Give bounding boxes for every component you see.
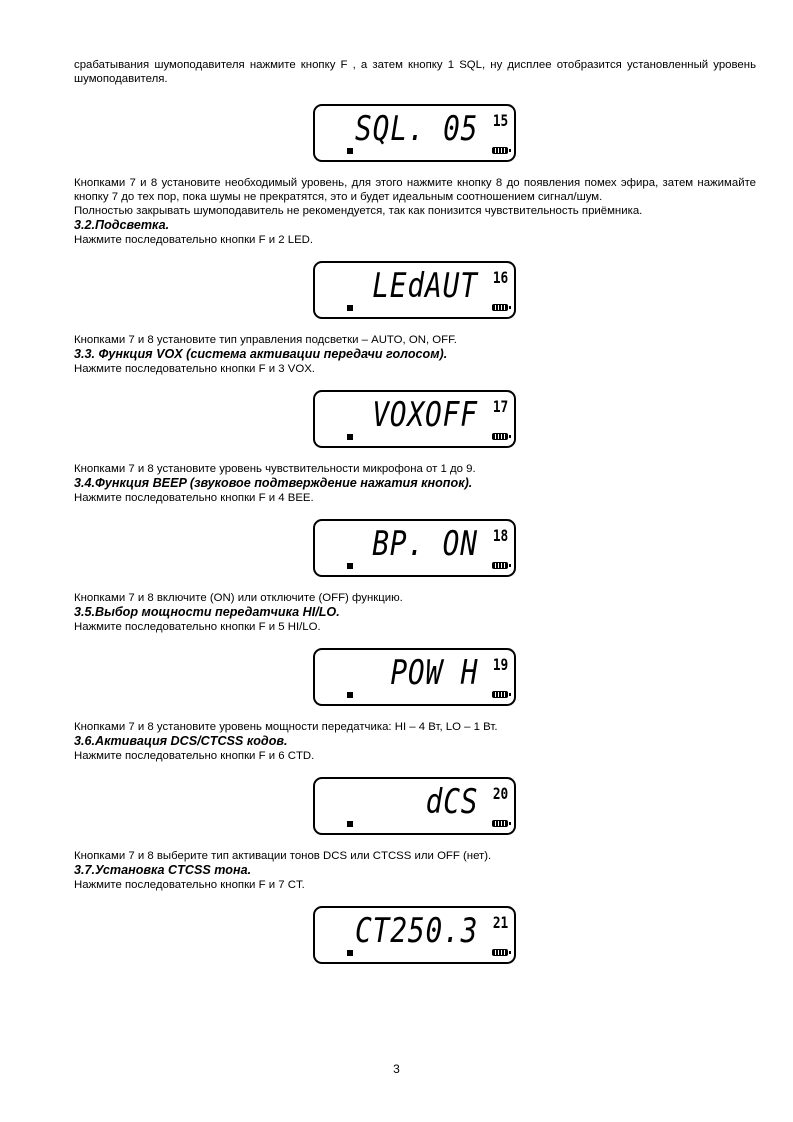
display-dcs — [74, 777, 756, 849]
lcd-text: LEdAUT — [372, 266, 478, 306]
lcd-menu-number: 16 — [492, 268, 508, 287]
press-instruction: Нажмите последовательно кнопки F и 3 VOX. — [74, 363, 315, 375]
lcd-menu-number: 20 — [492, 784, 508, 803]
f-indicator-icon — [347, 148, 353, 154]
setting-instruction: Кнопками 7 и 8 установите уровень мощности передатчика: HI – 4 Вт, LO – 1 Вт. — [74, 721, 498, 733]
lcd-text: VOXOFF — [372, 395, 478, 435]
battery-icon — [492, 691, 508, 698]
press-instruction: Нажмите последовательно кнопки F и 4 BEE. — [74, 492, 314, 504]
battery-icon — [492, 562, 508, 569]
setting-instruction: Кнопками 7 и 8 выберите тип активации тонов DCS или CTCSS или OFF (нет). — [74, 850, 492, 862]
section-heading: 3.7.Установка CTCSS тона. — [74, 863, 252, 877]
section-heading: 3.2.Подсветка. — [74, 218, 170, 232]
lcd-screen — [313, 390, 516, 448]
display-beep — [74, 519, 756, 591]
lcd-screen — [313, 906, 516, 964]
lcd-menu-number: 15 — [492, 111, 508, 130]
section-heading: 3.5.Выбор мощности передатчика HI/LO. — [74, 605, 340, 619]
sql-note: Полностью закрывать шумоподавитель не рекомендуется, так как понизится чувствительность приёмника. — [74, 205, 643, 217]
lcd-screen — [313, 104, 516, 162]
lcd-menu-number: 18 — [492, 526, 508, 545]
f-indicator-icon — [347, 950, 353, 956]
f-indicator-icon — [347, 434, 353, 440]
lcd-screen — [313, 519, 516, 577]
setting-instruction: Кнопками 7 и 8 включите (ON) или отключите (OFF) функцию. — [74, 592, 403, 604]
lcd-text: BP. ON — [372, 524, 478, 564]
press-instruction: Нажмите последовательно кнопки F и 5 HI/LO. — [74, 621, 321, 633]
press-instruction: Нажмите последовательно кнопки F и 7 CT. — [74, 879, 305, 891]
display-ctcss — [74, 906, 756, 978]
display-power — [74, 648, 756, 720]
lcd-text: dCS — [425, 782, 478, 822]
lcd-screen — [313, 777, 516, 835]
lcd-text: SQL. 05 — [354, 109, 478, 149]
lcd-menu-number: 21 — [492, 913, 508, 932]
display-sql — [74, 104, 756, 176]
section-heading: 3.6.Активация DCS/CTCSS кодов. — [74, 734, 288, 748]
press-instruction: Нажмите последовательно кнопки F и 6 CTD. — [74, 750, 315, 762]
sql-instructions: Кнопками 7 и 8 установите необходимый уровень, для этого нажмите кнопку 8 до появления помех эфира, затем нажимайте кнопку 7 до тех пор, пока шумы не прекратятся, это и будет идеальным соотношением сигнал/шум. — [74, 177, 756, 203]
f-indicator-icon — [347, 821, 353, 827]
lcd-menu-number: 17 — [492, 397, 508, 416]
section-heading: 3.4.Функция BEEP (звуковое подтверждение нажатия кнопок). — [74, 476, 473, 490]
press-instruction: Нажмите последовательно кнопки F и 2 LED. — [74, 234, 314, 246]
lcd-text: POW H — [389, 653, 478, 693]
setting-instruction: Кнопками 7 и 8 установите тип управления подсветки – AUTO, ON, OFF. — [74, 334, 457, 346]
intro-paragraph: срабатывания шумоподавителя нажмите кнопку F , а затем кнопку 1 SQL, ну дисплее отобразится установленный уровень шумоподавителя. — [74, 59, 756, 85]
battery-icon — [492, 949, 508, 956]
battery-icon — [492, 304, 508, 311]
setting-instruction: Кнопками 7 и 8 установите уровень чувствительности микрофона от 1 до 9. — [74, 463, 476, 475]
document-page — [74, 58, 756, 978]
lcd-screen — [313, 648, 516, 706]
lcd-screen — [313, 261, 516, 319]
page-number: 3 — [393, 1062, 400, 1076]
display-led — [74, 261, 756, 333]
battery-icon — [492, 147, 508, 154]
battery-icon — [492, 433, 508, 440]
battery-icon — [492, 820, 508, 827]
lcd-menu-number: 19 — [492, 655, 508, 674]
f-indicator-icon — [347, 692, 353, 698]
display-vox — [74, 390, 756, 462]
section-heading: 3.3. Функция VOX (система активации передачи голосом). — [74, 347, 448, 361]
lcd-text: CT250.3 — [354, 911, 478, 951]
f-indicator-icon — [347, 563, 353, 569]
f-indicator-icon — [347, 305, 353, 311]
